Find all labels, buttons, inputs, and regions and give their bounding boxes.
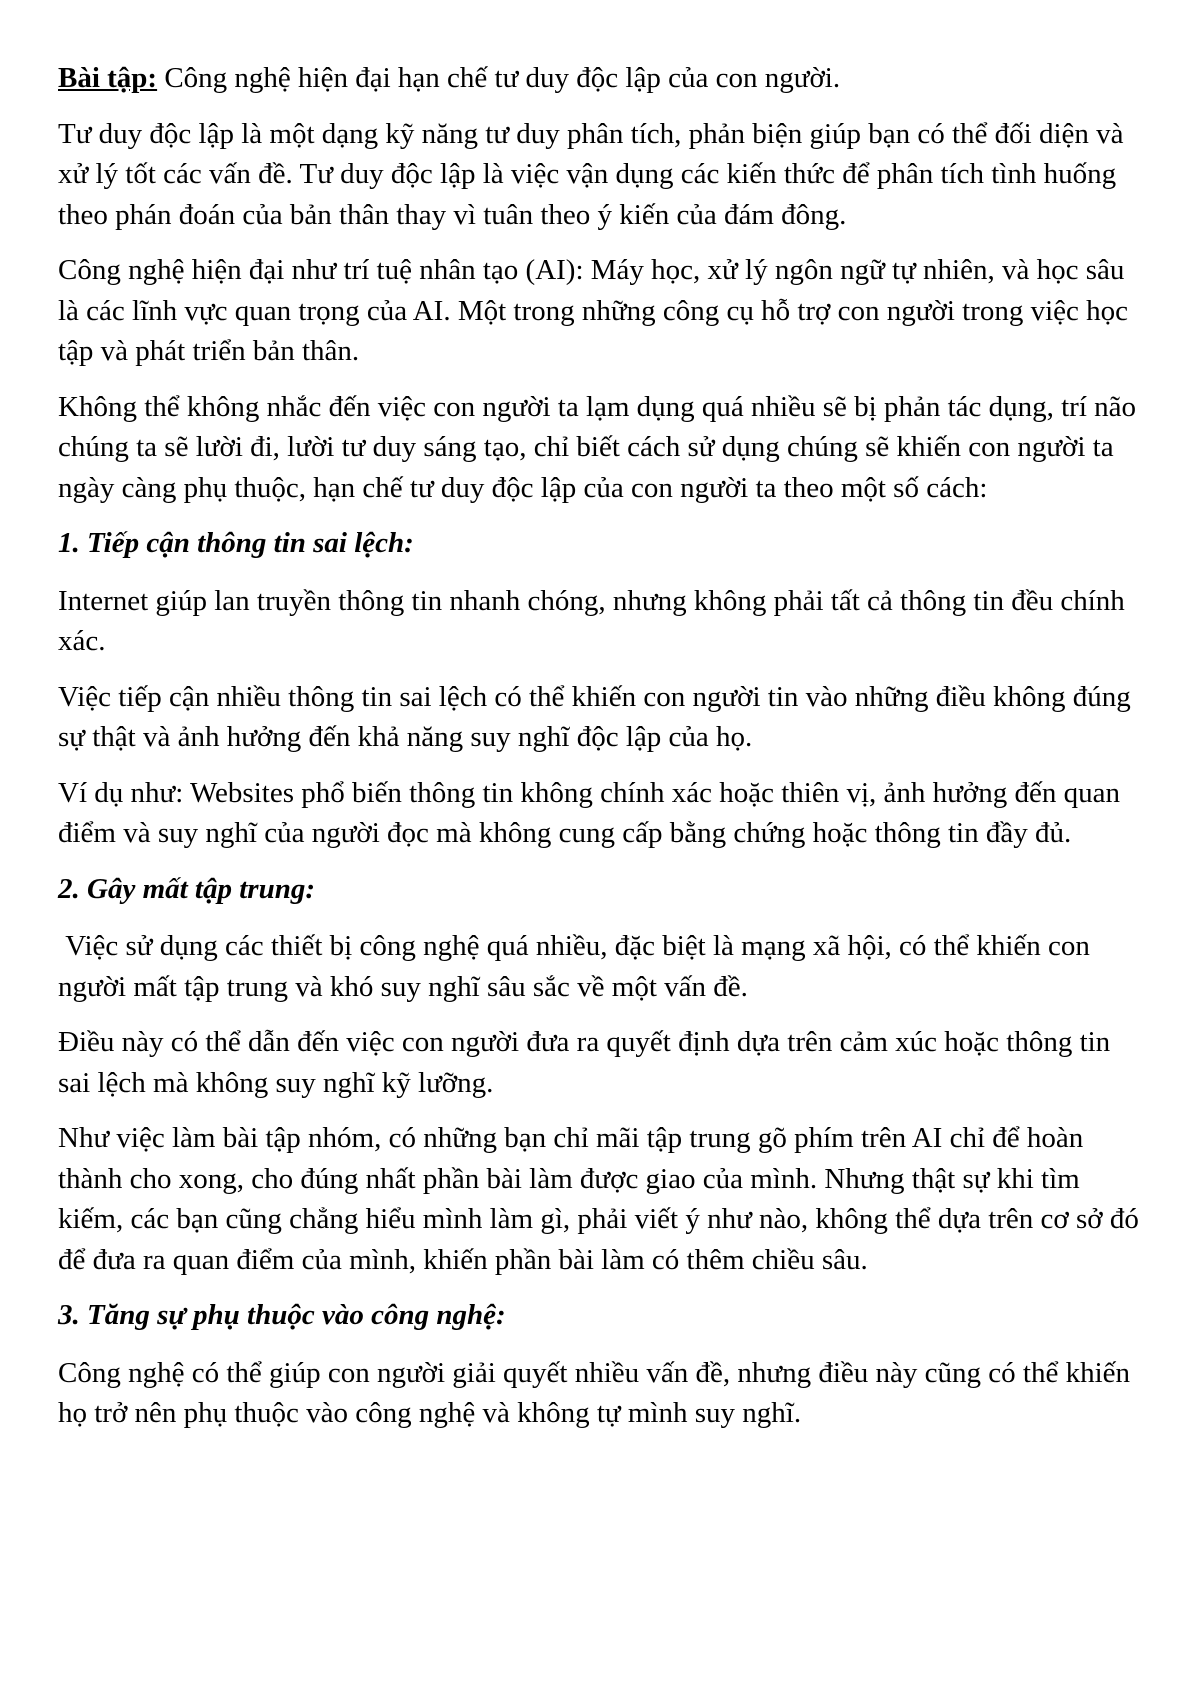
section-2-paragraph-2: Điều này có thể dẫn đến việc con người đưa ra quyết định dựa trên cảm xúc hoặc thông tin sai lệch mà không suy nghĩ kỹ lưỡng.	[58, 1026, 1111, 1099]
section-2-paragraph-3: Như việc làm bài tập nhóm, có những bạn chỉ mãi tập trung gõ phím trên AI chỉ để hoàn thành cho xong, cho đúng nhất phần bài làm được giao của mình. Nhưng thật sự khi tìm kiếm, các bạn cũng chẳng hiểu mình làm gì, phải viết ý như nào, không thể dựa trên cơ sở đó để đưa ra quan điểm của mình, khiến phần bài làm có thêm chiều sâu.	[58, 1122, 1139, 1276]
document-title	[58, 58, 1148, 99]
title-label: Bài tập:	[58, 62, 158, 94]
section-1-paragraph-2: Việc tiếp cận nhiều thông tin sai lệch có thể khiến con người tin vào những điều không đúng sự thật và ảnh hưởng đến khả năng suy nghĩ độc lập của họ.	[58, 680, 1131, 753]
section-heading-3: 3. Tăng sự phụ thuộc vào công nghệ:	[58, 1299, 506, 1331]
section-heading-2: 2. Gây mất tập trung:	[58, 872, 315, 905]
intro-paragraph-3: Không thể không nhắc đến việc con người ta lạm dụng quá nhiều sẽ bị phản tác dụng, trí não chúng ta sẽ lười đi, lười tư duy sáng tạo, chỉ biết cách sử dụng chúng sẽ khiến con người ta ngày càng phụ thuộc, hạn chế tư duy độc lập của con người ta theo một số cách:	[58, 390, 1137, 504]
title-text: Công nghệ hiện đại hạn chế tư duy độc lập của con người.	[157, 62, 841, 94]
section-2-paragraph-1: Việc sử dụng các thiết bị công nghệ quá nhiều, đặc biệt là mạng xã hội, có thể khiến con người mất tập trung và khó suy nghĩ sâu sắc về một vấn đề.	[58, 930, 1098, 1003]
section-1-paragraph-3: Ví dụ như: Websites phổ biến thông tin không chính xác hoặc thiên vị, ảnh hưởng đến quan điểm và suy nghĩ của người đọc mà không cung cấp bằng chứng hoặc thông tin đầy đủ.	[58, 776, 1120, 849]
intro-paragraph-2: Công nghệ hiện đại như trí tuệ nhân tạo (AI): Máy học, xử lý ngôn ngữ tự nhiên, và học sâu là các lĩnh vực quan trọng của AI. Một trong những công cụ hỗ trợ con người trong việc học tập và phát triển bản thân.	[58, 254, 1129, 367]
intro-paragraph-1: Tư duy độc lập là một dạng kỹ năng tư duy phân tích, phản biện giúp bạn có thể đối diện và xử lý tốt các vấn đề. Tư duy độc lập là việc vận dụng các kiến thức để phân tích tình huống theo phán đoán của bản thân thay vì tuân theo ý kiến của đám đông.	[58, 117, 1124, 231]
section-1-paragraph-1: Internet giúp lan truyền thông tin nhanh chóng, nhưng không phải tất cả thông tin đều chính xác.	[58, 584, 1125, 657]
section-3-paragraph-1: Công nghệ có thể giúp con người giải quyết nhiều vấn đề, nhưng điều này cũng có thể khiến họ trở nên phụ thuộc vào công nghệ và không tự mình suy nghĩ.	[58, 1356, 1131, 1429]
section-heading-1: 1. Tiếp cận thông tin sai lệch:	[58, 527, 414, 559]
